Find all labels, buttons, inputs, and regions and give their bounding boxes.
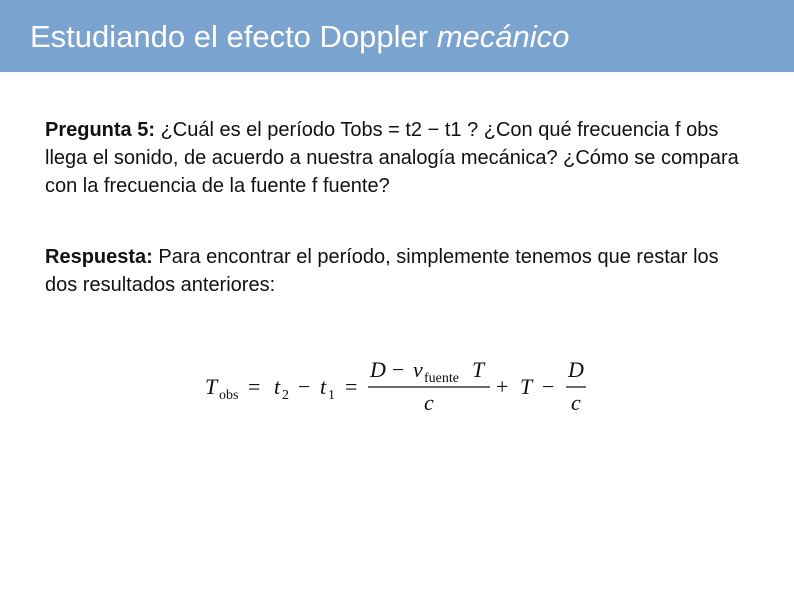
- answer-label: Respuesta:: [45, 246, 153, 268]
- formula-T2: T: [520, 374, 533, 399]
- formula-svg: [200, 350, 600, 420]
- title-emphasis: mecánico: [436, 19, 570, 54]
- question-label: Pregunta 5:: [45, 119, 156, 141]
- formula-equals-2: =: [345, 374, 358, 399]
- fraction1-v-sub: fuente: [424, 371, 459, 386]
- title-main: Estudiando el efecto Doppler: [30, 19, 437, 54]
- answer-paragraph: [45, 243, 755, 299]
- formula-t1-sub: 1: [328, 388, 335, 403]
- question-paragraph: [45, 116, 755, 200]
- formula-plus: +: [496, 374, 509, 399]
- fraction1-T: T: [472, 357, 485, 382]
- period-formula: [200, 350, 600, 420]
- fraction2-c: c: [571, 390, 581, 415]
- header-bar: [0, 0, 794, 72]
- formula-t1: t: [320, 374, 327, 399]
- fraction1-v: v: [413, 357, 423, 382]
- formula-equals-1: =: [248, 374, 261, 399]
- formula-t2: t: [274, 374, 281, 399]
- page-title: [30, 20, 569, 54]
- formula-t2-sub: 2: [282, 388, 289, 403]
- formula-minus-2: −: [542, 374, 555, 399]
- fraction1-D: D: [370, 357, 386, 382]
- answer-text: Para encontrar el período, simplemente tenemos que restar los dos resultados anteriores:: [45, 246, 719, 296]
- question-text: ¿Cuál es el período Tobs = t2 − t1 ? ¿Con qué frecuencia f obs llega el sonido, de acuerdo a nuestra analogía mecánica? ¿Cómo se compara con la frecuencia de la fuente f fuente?: [45, 119, 739, 197]
- fraction1-minus: −: [392, 357, 405, 382]
- fraction1-c: c: [424, 390, 434, 415]
- formula-obs-sub: obs: [219, 388, 239, 403]
- formula-T: T: [205, 374, 218, 399]
- formula-minus-1: −: [298, 374, 311, 399]
- fraction2-D: D: [568, 357, 584, 382]
